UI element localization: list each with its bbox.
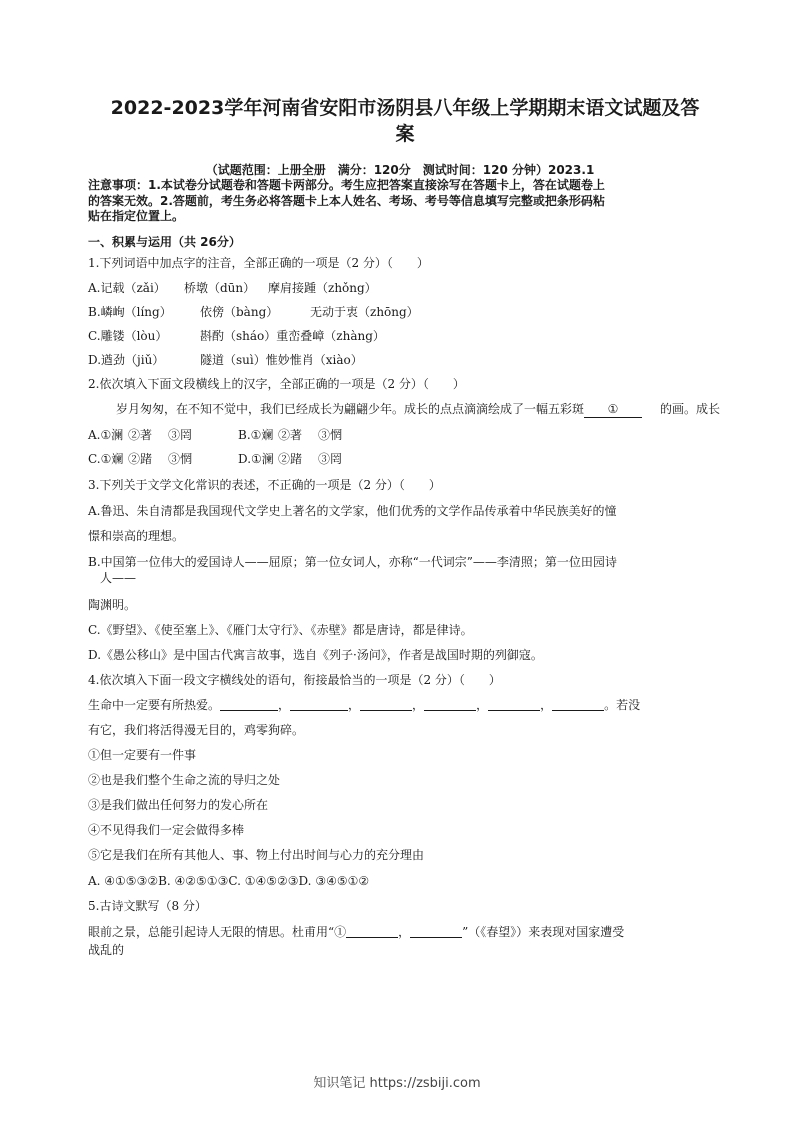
option-part: ②著 xyxy=(128,428,153,442)
separator: ， xyxy=(348,698,361,712)
q1-option-b xyxy=(88,304,419,320)
page-title xyxy=(80,95,730,147)
answer-blank[interactable] xyxy=(410,925,462,938)
option-part: D.遒劲（jiǔ） xyxy=(88,353,165,367)
q2-stem: 2.依次填入下面文段横线上的汉字，全部正确的一项是（2 分）（ ） xyxy=(88,377,465,391)
separator: ， xyxy=(540,698,553,712)
option-part: ②著 xyxy=(278,428,303,442)
option-part: D.①澜 xyxy=(238,452,274,466)
option-part: ③惘 xyxy=(318,428,343,442)
option-part: ③罔 xyxy=(318,452,343,466)
q1-option-c xyxy=(88,328,385,344)
q4-answer-choices: A. ④①⑤③②B. ④②⑤①③C. ①④⑤②③D. ③④⑤①② xyxy=(88,874,370,888)
q3-option-a-line-1: A.鲁迅、朱自清都是我国现代文学史上著名的文学家，他们优秀的文学作品传承着中华民族美好的憧 xyxy=(88,504,617,518)
passage-text: 岁月匆匆，在不知不觉中，我们已经成长为翩翩少年。成长的点点滴滴绘成了一幅五彩斑 xyxy=(116,402,585,416)
option-part: 摩肩接踵（zhǒng） xyxy=(268,281,377,295)
separator: ， xyxy=(398,925,411,939)
option-part: 无动于衷（zhōng） xyxy=(310,305,419,319)
separator: ， xyxy=(278,698,291,712)
passage-text: 。若没 xyxy=(604,698,641,712)
q4-passage-line-2: 有它，我们将活得漫无目的，鸡零狗碎。 xyxy=(88,723,305,737)
q5-stem: 5.古诗文默写（8 分） xyxy=(88,899,207,913)
q3-option-b-line-3: 陶渊明。 xyxy=(88,598,137,612)
passage-text: 生命中一定要有所热爱。 xyxy=(88,698,221,712)
q2-options-row-2 xyxy=(88,451,342,467)
q3-option-b-line-2: 人—— xyxy=(100,571,137,585)
q5-line-1 xyxy=(88,924,624,940)
answer-blank[interactable] xyxy=(290,698,348,711)
notice-line: 注意事项：1.本试卷分试题卷和答题卡两部分。考生应把答案直接涂写在答题卡上，答在试题卷上 xyxy=(88,178,605,192)
option-part: 依傍（bàng） xyxy=(200,305,279,319)
q1-option-a xyxy=(88,280,377,296)
q4-sentence-option: ②也是我们整个生命之流的导归之处 xyxy=(88,773,281,787)
q1-option-d xyxy=(88,352,363,368)
section-heading: 一、积累与运用（共 26分） xyxy=(88,235,241,249)
option-part: C.①斓 xyxy=(88,452,124,466)
q3-option-b-line-1: B.中国第一位伟大的爱国诗人——屈原；第一位女词人，亦称“一代词宗”——李清照；第一位田园诗 xyxy=(88,555,617,569)
answer-blank[interactable] xyxy=(220,698,278,711)
option-part: ②踷 xyxy=(278,452,303,466)
q1-stem: 1.下列词语中加点字的注音，全部正确的一项是（2 分）（ ） xyxy=(88,256,429,270)
option-part: ③罔 xyxy=(168,428,193,442)
separator: ， xyxy=(476,698,489,712)
answer-blank[interactable] xyxy=(346,925,398,938)
q4-passage-line-1 xyxy=(88,697,640,713)
q4-sentence-option: ③是我们做出任何努力的发心所在 xyxy=(88,798,269,812)
footer-watermark: 知识笔记 https://zsbiji.com xyxy=(313,1076,481,1091)
option-part: ③惘 xyxy=(168,452,193,466)
exam-info: （试题范围：上册全册 满分：120分 测试时间：120 分钟）2023.1 xyxy=(205,163,595,177)
q2-passage xyxy=(116,401,794,418)
q3-option-c: C.《野望》、《使至塞上》、《雁门太守行》、《赤壁》都是唐诗，都是律诗。 xyxy=(88,623,473,637)
q3-option-d: D.《愚公移山》是中国古代寓言故事，选自《列子·汤问》，作者是战国时期的列御寇。 xyxy=(88,648,543,662)
option-part: 斟酌（sháo）重峦叠嶂（zhàng） xyxy=(200,329,385,343)
answer-blank[interactable] xyxy=(552,698,604,711)
option-part: C.雕镂（lòu） xyxy=(88,329,168,343)
option-part: A.①澜 xyxy=(88,428,124,442)
answer-blank[interactable] xyxy=(424,698,476,711)
option-part: B.嶙峋（líng） xyxy=(88,305,172,319)
passage-text: 眼前之景，总能引起诗人无限的情思。杜甫用“① xyxy=(88,925,347,939)
q4-stem: 4.依次填入下面一段文字横线处的语句，衔接最恰当的一项是（2 分）（ ） xyxy=(88,673,501,687)
q4-sentence-option: ④不见得我们一定会做得多棒 xyxy=(88,823,245,837)
option-part: ②踷 xyxy=(128,452,153,466)
q3-stem: 3.下列关于文学文化常识的表述，不正确的一项是（2 分）（ ） xyxy=(88,478,441,492)
option-part: A.记载（zǎi） xyxy=(88,281,166,295)
q5-line-2: 战乱的 xyxy=(88,943,125,957)
title-line-1: 2022-2023学年河南省安阳市汤阴县八年级上学期期末语文试题及答 xyxy=(110,97,700,119)
passage-text: ”（《春望》）来表现对国家遭受 xyxy=(462,925,625,939)
option-part: B.①斓 xyxy=(238,428,274,442)
q2-options-row-1 xyxy=(88,427,342,443)
q4-sentence-option: ⑤它是我们在所有其他人、事、物上付出时间与心力的充分理由 xyxy=(88,848,425,862)
notice-line: 贴在指定位置上。 xyxy=(88,209,185,223)
title-line-2: 案 xyxy=(395,123,415,145)
option-part: 隧道（suì）惟妙惟肖（xiào） xyxy=(200,353,363,367)
notice-block xyxy=(88,178,708,225)
answer-blank[interactable] xyxy=(488,698,540,711)
option-part: 桥墩（dūn） xyxy=(184,281,256,295)
separator: ， xyxy=(412,698,425,712)
q3-option-a-line-2: 憬和崇高的理想。 xyxy=(88,529,185,543)
answer-blank[interactable] xyxy=(360,698,412,711)
answer-blank: ① xyxy=(584,401,642,418)
passage-text: 的画。成长 xyxy=(660,402,721,416)
notice-line: 的答案无效。2.答题前，考生务必将答题卡上本人姓名、考场、考号等信息填写完整或把条形码粘 xyxy=(88,193,605,208)
q4-sentence-option: ①但一定要有一件事 xyxy=(88,748,197,762)
